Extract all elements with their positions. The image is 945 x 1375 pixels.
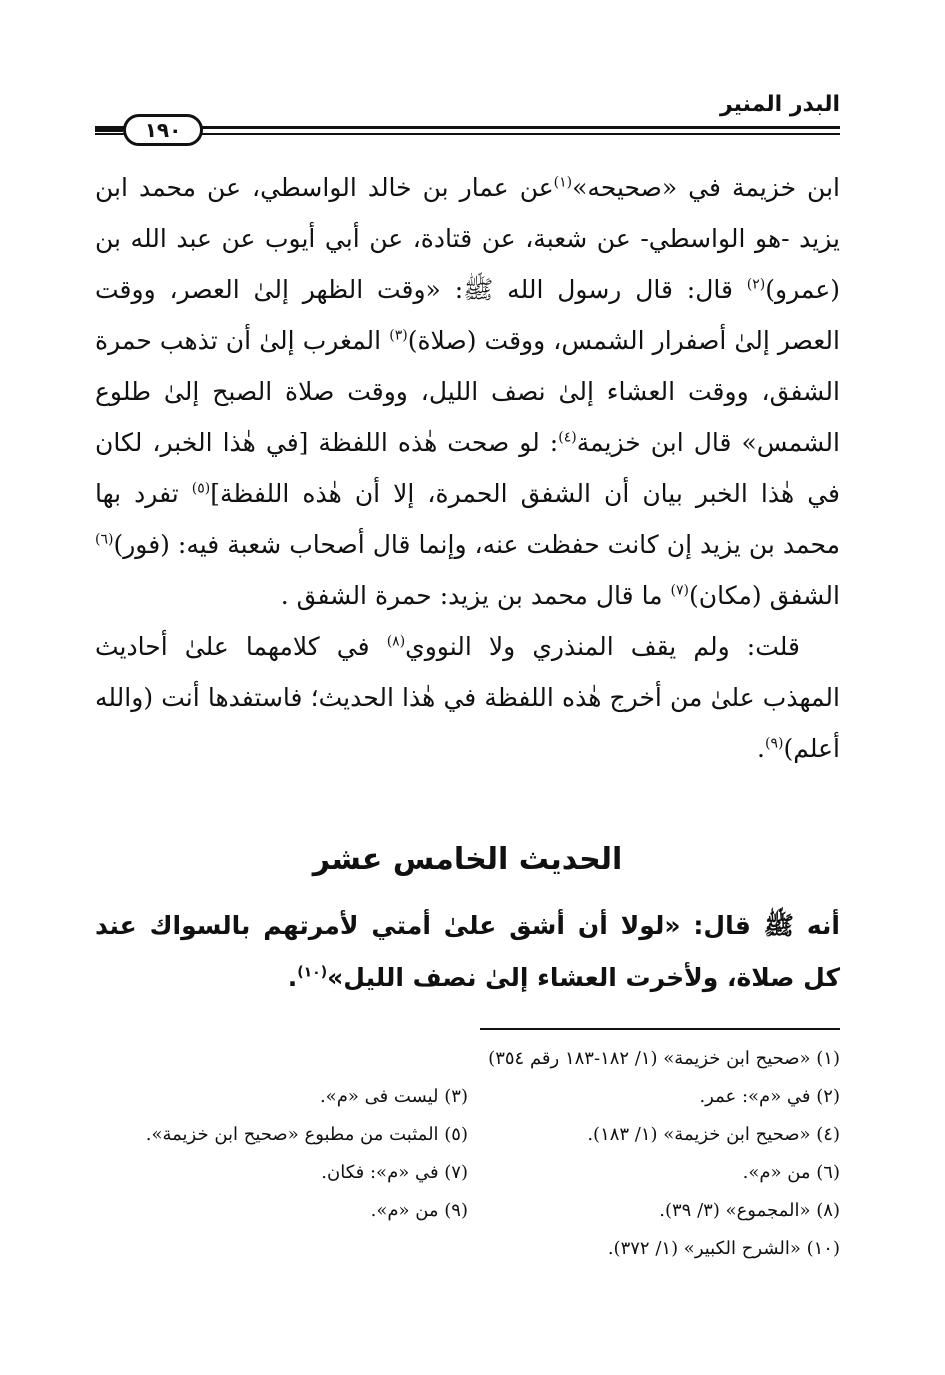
text-run: قلت: ولم يقف المنذري ولا النووي [405, 632, 800, 661]
text-run: قال: قال رسول الله ﷺ: «وقت الظهر إلىٰ العصر، ووقت العصر إلىٰ أصفرار الشمس، ووقت (صلاة) [95, 275, 840, 355]
footnote: (٨) «المجموع» (٣/ ٣٩). [659, 1200, 840, 1221]
header-rule-tail [95, 129, 123, 132]
footnote: (١) «صحيح ابن خزيمة» (١/ ١٨٢-١٨٣ رقم ٣٥٤) [488, 1048, 840, 1069]
hadith-text [95, 900, 840, 1004]
text-run: : لو صحت هٰذه اللفظة [في هٰذا الخبر، لكان في هٰذا الخبر بيان أن الشفق الحمرة، إلا أن هٰذه اللفظة] [95, 428, 840, 508]
text-run: عن عمار بن خالد الواسطي، عن محمد ابن يزيد -هو الواسطي- عن شعبة، عن قتادة، عن أبي أيوب عن عبد الله بن (عمرو) [95, 173, 840, 304]
footnote-ref: (٣) [389, 327, 408, 344]
footnote: (١٠) «الشرح الكبير» (١/ ٣٧٢). [607, 1238, 840, 1259]
footnote-ref: (١٠) [297, 964, 328, 981]
footnote-ref: (٧) [670, 582, 689, 599]
footnote-ref: (٦) [95, 531, 114, 548]
main-text [95, 162, 840, 774]
footnotes [95, 1040, 840, 1268]
footnote: (٢) في «م»: عمر. [699, 1086, 840, 1107]
footnote-ref: (٥) [191, 480, 211, 497]
footnote-row [95, 1040, 840, 1078]
page-header [95, 92, 840, 152]
footnote: (٧) في «م»: فكان. [321, 1162, 468, 1183]
paragraph [95, 621, 840, 774]
header-rule-thin [95, 133, 840, 135]
text-run: . [757, 734, 765, 763]
footnote-row [95, 1230, 840, 1268]
footnote-ref: (٢) [746, 276, 766, 293]
text-run: تفرد بها محمد بن يزيد إن كانت حفظت عنه، وإنما قال أصحاب شعبة فيه: (فور) [95, 479, 840, 559]
footnote-row [95, 1154, 840, 1192]
text-run: أنه ﷺ قال: «لولا أن أشق علىٰ أمتي لأمرتهم بالسواك عند كل صلاة، ولأخرت العشاء إلىٰ نصف الليل» [95, 911, 840, 992]
footnote: (٩) من «م». [370, 1200, 468, 1221]
footnote-row [95, 1192, 840, 1230]
paragraph [95, 162, 840, 621]
footnote-ref: (٨) [386, 633, 406, 650]
text-run: المغرب إلىٰ أن تذهب حمرة الشفق، ووقت العشاء إلىٰ نصف الليل، ووقت صلاة الصبح إلىٰ طلوع الشمس» قال ابن خزيمة [95, 326, 840, 457]
footnote-ref: (٩) [765, 735, 784, 752]
footnote-separator [480, 1028, 840, 1030]
header-rule [95, 126, 840, 129]
footnote: (٣) ليست فى «م». [319, 1086, 468, 1107]
footnote: (٤) «صحيح ابن خزيمة» (١/ ١٨٣). [587, 1124, 840, 1145]
text-run: الشفق (مكان) [689, 581, 840, 610]
text-run: ما قال محمد بن يزيد: حمرة الشفق . [280, 581, 671, 610]
footnote-row [95, 1078, 840, 1116]
footnote-ref: (٤) [558, 429, 577, 446]
text-run: في كلامهما علىٰ أحاديث المهذب علىٰ من أخرج هٰذه اللفظة في هٰذا الحديث؛ فاستفدها أنت (والله أعلم) [95, 632, 840, 763]
section-heading: الحديث الخامس عشر [312, 842, 623, 877]
footnote: (٥) المثبت من مطبوع «صحيح ابن خزيمة». [145, 1124, 468, 1145]
running-title: البدر المنير [719, 92, 840, 117]
footnote: (٦) من «م». [742, 1162, 840, 1183]
text-run: ابن خزيمة في «صحيحه» [572, 173, 840, 202]
footnote-ref: (١) [553, 174, 573, 191]
page-number: ١٩٠ [123, 114, 203, 146]
text-run: . [287, 963, 298, 992]
footnote-row [95, 1116, 840, 1154]
